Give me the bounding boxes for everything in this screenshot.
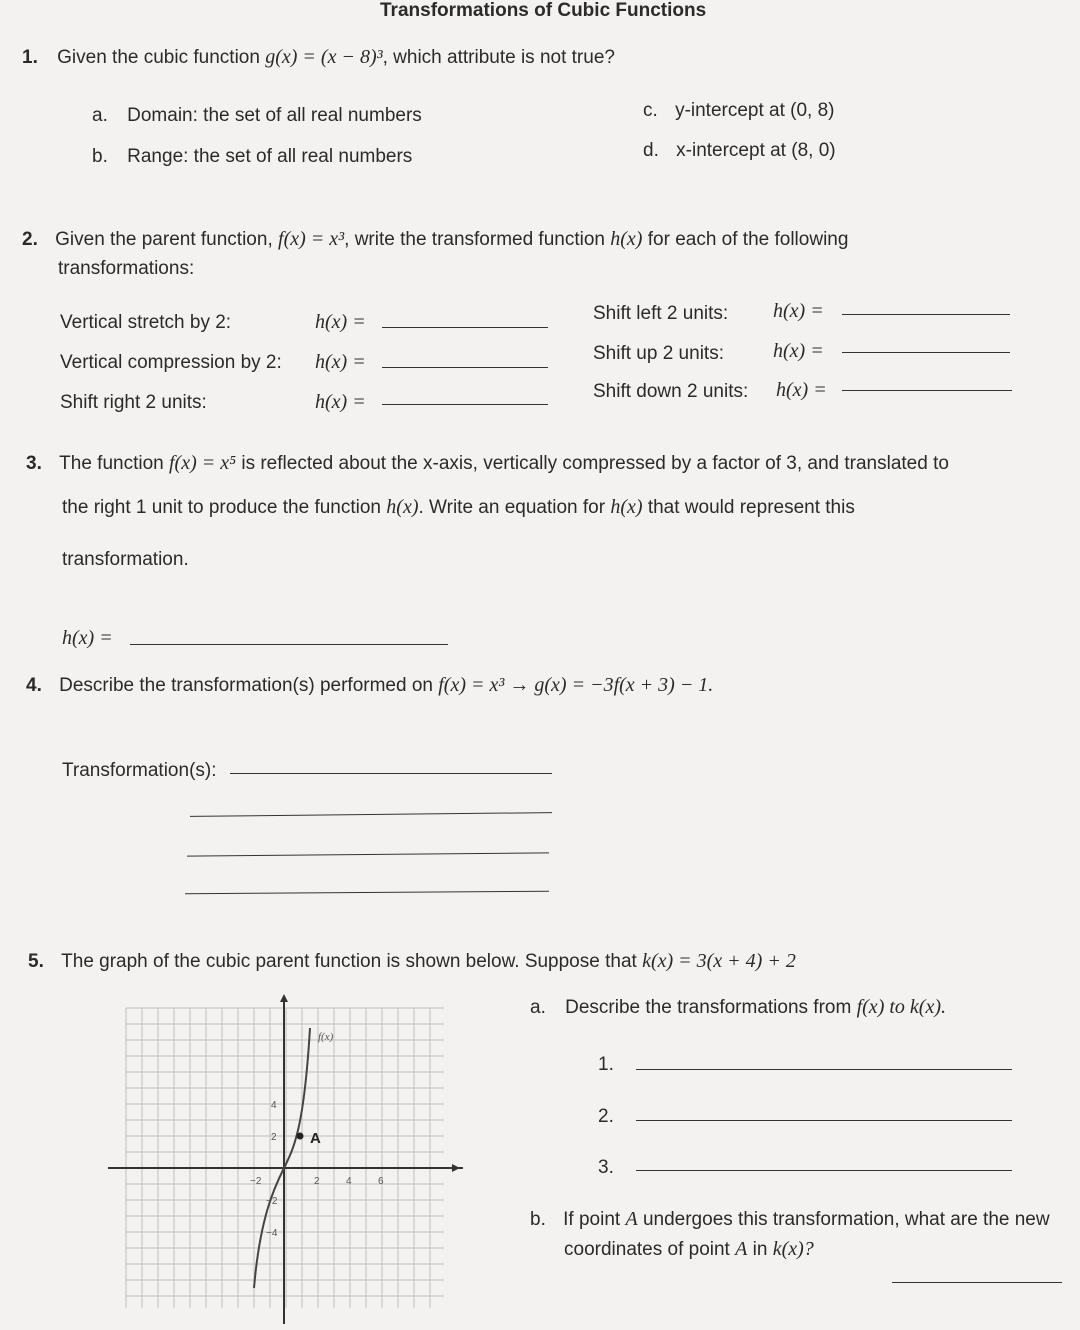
x-axis-arrow [452, 1164, 460, 1172]
answer-blank[interactable] [636, 1069, 1012, 1070]
y-tick-label: 2 [271, 1132, 277, 1143]
part-text: Describe the transformations from [565, 997, 857, 1018]
text: the right 1 unit to produce the function [62, 497, 387, 518]
math-expression: f(x) to k(x). [856, 996, 946, 1018]
answer-blank[interactable] [842, 390, 1012, 391]
q1-option-c[interactable] [643, 100, 835, 122]
question-text-suffix: for each of the following [642, 229, 849, 250]
h-label: h(x) = [315, 311, 366, 333]
answer-blank[interactable] [842, 314, 1010, 315]
answer-blank[interactable] [130, 644, 448, 645]
cubic-graph [108, 988, 468, 1328]
question-3 [26, 452, 949, 475]
option-letter: c. [643, 100, 658, 121]
h-label: h(x) = [315, 391, 366, 413]
answer-blank[interactable] [636, 1170, 1012, 1171]
x-tick-label: −2 [250, 1176, 262, 1187]
q1-option-d[interactable] [643, 140, 836, 162]
answer-blank[interactable] [892, 1282, 1062, 1283]
q2-label-shift-left: Shift left 2 units: [593, 303, 729, 324]
option-text: x-intercept at (8, 0) [676, 140, 836, 161]
question-2-line2: transformations: [58, 258, 195, 279]
page-title: Transformations of Cubic Functions [380, 0, 707, 21]
option-letter: b. [92, 146, 108, 167]
answer-blank[interactable] [636, 1120, 1012, 1121]
q1-option-a[interactable] [92, 105, 422, 127]
part-text: undergoes this transformation, what are the new [637, 1209, 1050, 1230]
question-number: 3. [26, 453, 42, 474]
y-tick-label: 4 [271, 1100, 277, 1111]
math-hx: h(x) [610, 496, 643, 518]
q5a-item-1: 1. [598, 1054, 614, 1075]
question-5 [28, 950, 796, 973]
answer-blank[interactable] [382, 367, 548, 368]
question-number: 1. [22, 47, 38, 68]
question-number: 5. [28, 951, 44, 972]
answer-blank[interactable] [187, 852, 549, 856]
q5a-item-3: 3. [598, 1157, 614, 1178]
h-label: h(x) = [773, 300, 824, 322]
point-a-marker [297, 1133, 304, 1140]
point-a-label: A [310, 1130, 321, 1147]
math-point-a: A [625, 1208, 638, 1230]
part-text: in [747, 1239, 773, 1260]
question-3-line3: transformation. [62, 549, 189, 570]
h-label: h(x) = [773, 340, 824, 362]
question-text: Given the parent function, [55, 229, 279, 250]
question-number: 4. [26, 675, 42, 696]
transformations-label: Transformation(s): [62, 760, 217, 781]
q5-part-b-line2 [564, 1238, 814, 1261]
answer-blank[interactable] [842, 352, 1010, 353]
question-1 [22, 46, 615, 69]
math-expression: g(x) = (x − 8)³ [265, 46, 383, 68]
q2-label-vertical-stretch: Vertical stretch by 2: [60, 312, 232, 333]
q1-option-b[interactable] [92, 146, 412, 168]
math-hx: h(x) [386, 496, 419, 518]
h-label: h(x) = [776, 379, 827, 401]
question-number: 2. [22, 229, 38, 250]
math-kx: k(x)? [772, 1238, 814, 1260]
text: that would represent this [642, 497, 855, 518]
question-text: Given the cubic function [57, 47, 266, 68]
math-expression: f(x) = x³ → g(x) = −3f(x + 3) − 1. [438, 674, 714, 696]
math-point-a: A [735, 1238, 748, 1260]
q5-part-a [530, 996, 946, 1019]
option-letter: a. [92, 105, 108, 126]
math-expression: f(x) = x⁵ [168, 452, 237, 474]
question-text: The graph of the cubic parent function is shown below. Suppose that [61, 951, 643, 972]
q5a-item-2: 2. [598, 1106, 614, 1127]
option-text: y-intercept at (0, 8) [675, 100, 835, 121]
text: . Write an equation for [418, 497, 611, 518]
q5-part-b [530, 1208, 1050, 1231]
answer-blank[interactable] [190, 812, 552, 817]
answer-blank[interactable] [382, 327, 548, 328]
math-expression: f(x) = x³ [278, 228, 345, 250]
x-tick-label: 2 [314, 1176, 320, 1187]
answer-blank[interactable] [382, 404, 548, 405]
h-label: h(x) = [315, 351, 366, 373]
question-2 [22, 228, 848, 251]
question-3-line2 [62, 496, 855, 519]
question-text-cont: is reflected about the x-axis, vertically compressed by a factor of 3, and translated to [236, 453, 949, 474]
part-letter: a. [530, 997, 546, 1018]
question-text-suffix: , which attribute is not true? [382, 47, 615, 68]
question-text: The function [59, 453, 169, 474]
option-text: Range: the set of all real numbers [127, 146, 413, 167]
q2-label-shift-down: Shift down 2 units: [593, 381, 749, 402]
question-4 [26, 674, 713, 697]
math-expression: k(x) = 3(x + 4) + 2 [642, 950, 796, 972]
q2-label-shift-up: Shift up 2 units: [593, 343, 724, 364]
part-text: coordinates of point [564, 1239, 736, 1260]
q2-label-vertical-compression: Vertical compression by 2: [60, 352, 282, 373]
part-letter: b. [530, 1209, 546, 1230]
question-text-mid: , write the transformed function [344, 229, 611, 250]
math-hx: h(x) [610, 228, 643, 250]
h-label: h(x) = [62, 627, 113, 649]
answer-blank[interactable] [230, 773, 552, 774]
y-tick-label: −2 [266, 1196, 278, 1207]
x-tick-label: 6 [378, 1176, 384, 1187]
option-letter: d. [643, 140, 659, 161]
option-text: Domain: the set of all real numbers [127, 105, 422, 126]
answer-blank[interactable] [185, 891, 549, 895]
x-tick-label: 4 [346, 1176, 352, 1187]
y-axis-arrow [280, 994, 288, 1002]
q2-label-shift-right: Shift right 2 units: [60, 392, 207, 413]
curve-label: f(x) [318, 1031, 334, 1043]
question-text: Describe the transformation(s) performed on [59, 675, 439, 696]
part-text: If point [563, 1209, 626, 1230]
y-tick-label: −4 [266, 1228, 278, 1239]
